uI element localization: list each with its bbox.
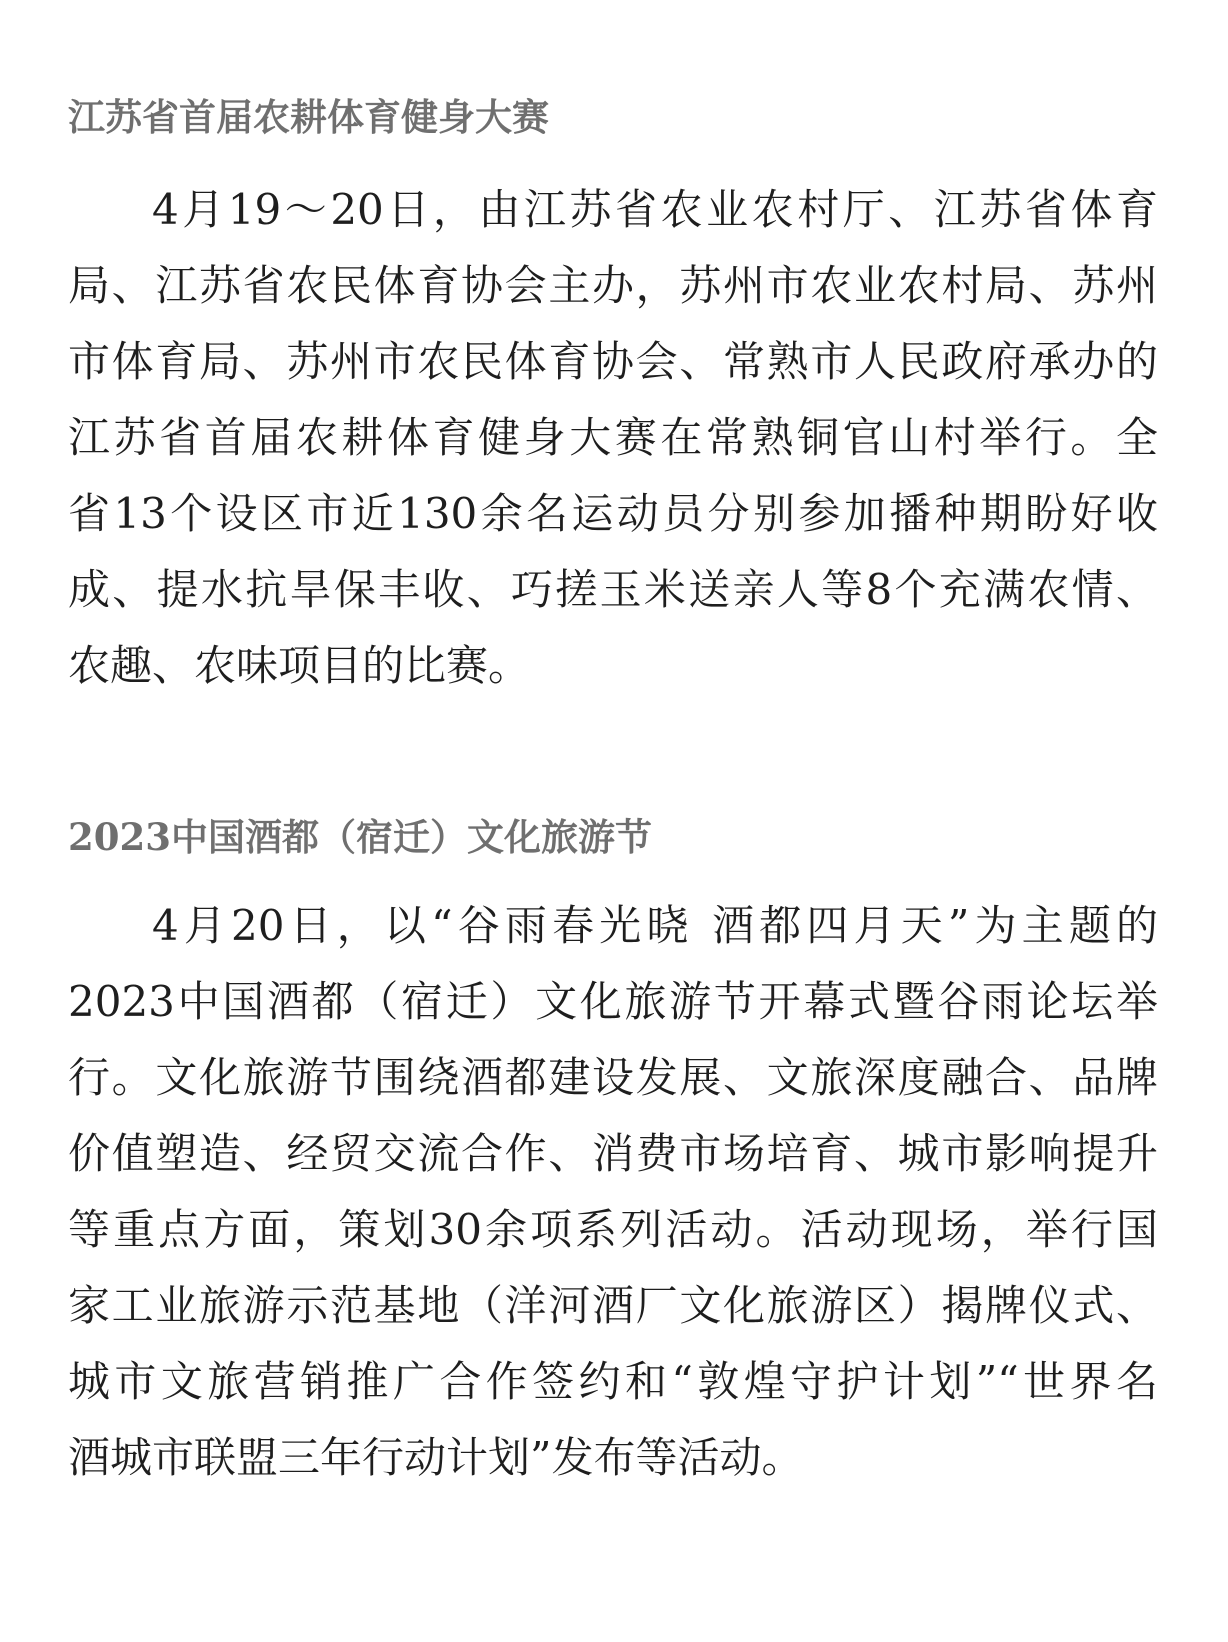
section-paragraph-suqian-culture-tourism-festival <box>68 888 1158 1496</box>
paragraph-line: 行。文化旅游节围绕酒都建设发展、文旅深度融合、品牌 <box>68 1053 1158 1102</box>
paragraph-line: 酒城市联盟三年行动计划”发布等活动。 <box>68 1433 804 1482</box>
paragraph-line: 城市文旅营销推广合作签约和“敦煌守护计划”“世界名 <box>68 1357 1158 1406</box>
paragraph-line: 江苏省首届农耕体育健身大赛在常熟铜官山村举行。全 <box>68 413 1158 462</box>
paragraph-line: 局、江苏省农民体育协会主办，苏州市农业农村局、苏州 <box>68 261 1158 310</box>
section-paragraph-jiangsu-farming-sports <box>68 172 1158 704</box>
paragraph-line: 价值塑造、经贸交流合作、消费市场培育、城市影响提升 <box>68 1129 1158 1178</box>
section-heading-jiangsu-farming-sports: 江苏省首届农耕体育健身大赛 <box>68 95 549 139</box>
paragraph-line: 等重点方面，策划30余项系列活动。活动现场，举行国 <box>68 1205 1158 1254</box>
paragraph-line: 2023中国酒都（宿迁）文化旅游节开幕式暨谷雨论坛举 <box>68 977 1158 1026</box>
section-heading-suqian-culture-tourism-festival: 2023中国酒都（宿迁）文化旅游节 <box>68 815 652 859</box>
paragraph-line: 4月19～20日，由江苏省农业农村厅、江苏省体育 <box>152 185 1158 234</box>
paragraph-line: 家工业旅游示范基地（洋河酒厂文化旅游区）揭牌仪式、 <box>68 1281 1158 1330</box>
paragraph-line: 农趣、农味项目的比赛。 <box>68 641 531 690</box>
paragraph-line: 成、提水抗旱保丰收、巧搓玉米送亲人等8个充满农情、 <box>68 565 1158 614</box>
paragraph-line: 市体育局、苏州市农民体育协会、常熟市人民政府承办的 <box>68 337 1158 386</box>
paragraph-line: 省13个设区市近130余名运动员分别参加播种期盼好收 <box>68 489 1158 538</box>
paragraph-line: 4月20日，以“谷雨春光晓 酒都四月天”为主题的 <box>152 901 1158 950</box>
